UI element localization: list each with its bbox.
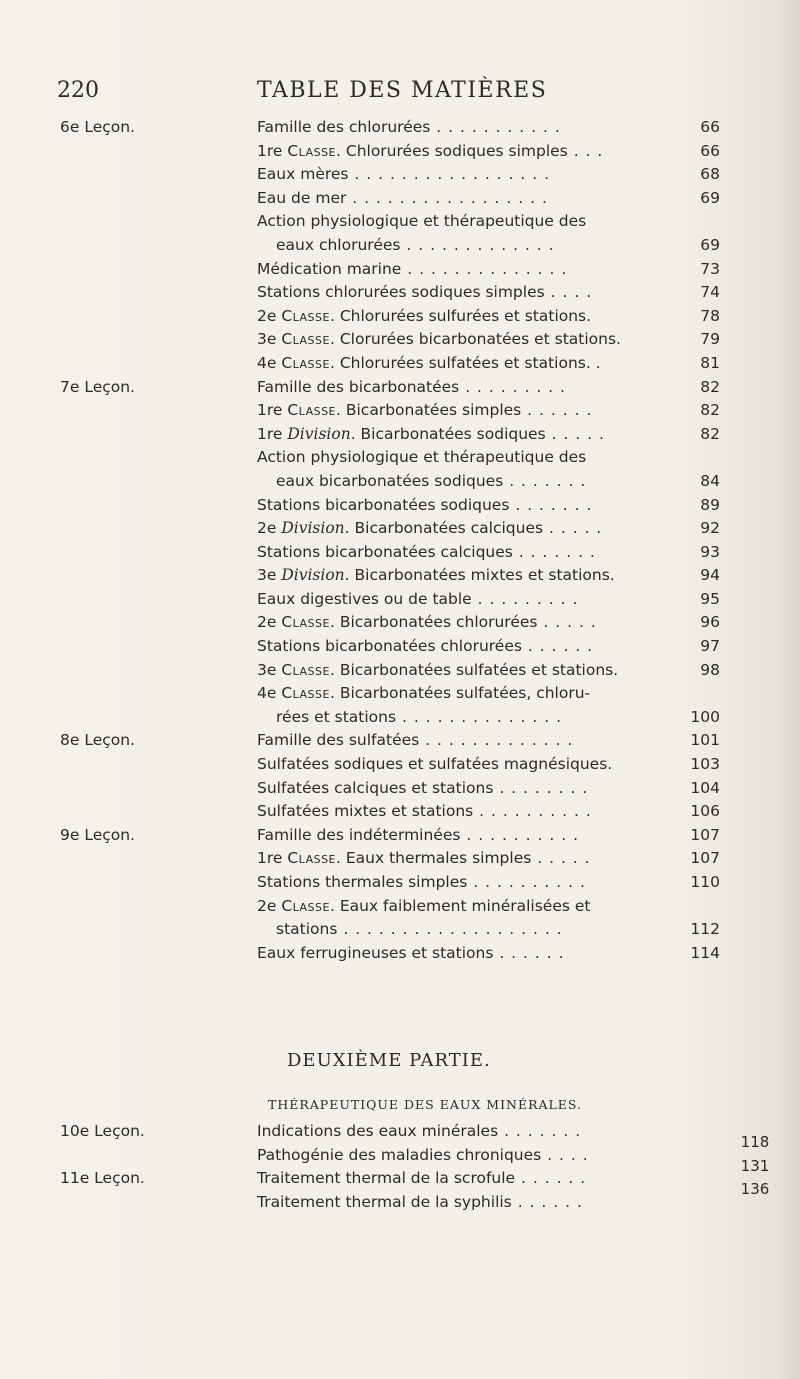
page-ref: 107 — [690, 849, 720, 868]
page-ref: 79 — [700, 330, 720, 349]
entry-text: . Bicarbonatées sodiques — [350, 424, 546, 443]
toc-row — [0, 777, 800, 801]
entry-text: 2e — [257, 896, 282, 915]
entry-text: eaux chlorurées — [276, 235, 401, 254]
entry-text: 3e — [257, 566, 282, 585]
entry-text: 2e — [257, 519, 282, 538]
entry-text: . Bicarbonatées sulfatées, chloru- — [329, 684, 591, 703]
page-ref: 131 — [740, 1156, 770, 1175]
dot-leader: . . . . . . . — [509, 495, 593, 514]
page-ref: 94 — [700, 566, 720, 585]
page-ref: 136 — [740, 1180, 770, 1199]
dot-leader: . . . . . . — [521, 401, 593, 420]
toc-row — [0, 1144, 800, 1175]
entry-classe: Classe — [281, 330, 330, 349]
entry-text: Sulfatées mixtes et stations — [257, 802, 474, 821]
entry-text: Stations bicarbonatées calciques — [257, 542, 513, 561]
part-subtitle: THÉRAPEUTIQUE DES EAUX MINÉRALES. — [268, 1097, 583, 1112]
toc-entry — [257, 1191, 682, 1215]
entry-text: . Chlorurées sodiques simples — [336, 141, 568, 160]
entry-text: 1re — [257, 141, 288, 160]
page-ref: 84 — [700, 471, 720, 490]
page-ref: 114 — [690, 943, 720, 962]
toc-row — [0, 210, 800, 234]
lesson-label: 9e Leçon. — [60, 825, 135, 844]
toc-row — [0, 163, 800, 187]
dot-leader: . . . . . . . . . . . . . . . . . — [348, 165, 551, 184]
toc-entry — [276, 234, 682, 258]
entry-text: Famille des sulfatées — [257, 731, 420, 750]
table-of-contents — [0, 116, 800, 965]
page-ref: 68 — [700, 165, 720, 184]
toc-entry — [257, 517, 682, 541]
part-two-entries — [0, 1120, 800, 1214]
entry-text: . Bicarbonatées calciques — [344, 519, 544, 538]
toc-entry — [257, 163, 682, 187]
page-ref: 103 — [690, 755, 720, 774]
toc-entry — [257, 305, 682, 329]
dot-leader: . . . . — [544, 283, 593, 302]
dot-leader: . . . . . . — [511, 1192, 583, 1211]
page-ref: 95 — [700, 589, 720, 608]
toc-entry — [257, 1120, 682, 1144]
dot-leader: . . . . . . . . — [493, 778, 589, 797]
dot-leader: . . . . — [541, 1145, 589, 1164]
entry-classe: Classe — [281, 353, 330, 372]
entry-text: Stations chlorurées sodiques simples — [257, 283, 545, 302]
entry-text: Traitement thermal de la syphilis — [257, 1192, 512, 1211]
toc-row — [0, 635, 800, 659]
page-ref: 66 — [700, 118, 720, 136]
entry-text: Eaux mères — [257, 165, 349, 184]
entry-text: 3e — [257, 660, 282, 679]
toc-row — [0, 376, 800, 400]
page-ref: 74 — [700, 283, 720, 302]
entry-text: 1re — [257, 849, 288, 868]
entry-classe: Classe — [287, 849, 337, 868]
dot-leader: . . . . . . . . . — [471, 589, 579, 608]
dot-leader: . . . . . — [543, 519, 603, 538]
entry-text: Famille des indéterminées — [257, 825, 461, 844]
toc-row — [0, 729, 800, 753]
dot-leader: . . . . . . . . . . . . . . . . . . . — [337, 920, 563, 939]
toc-entry — [257, 399, 682, 423]
page-ref: 112 — [690, 920, 720, 939]
dot-leader: . . . . . . — [521, 637, 594, 656]
entry-division: Division — [287, 424, 351, 443]
toc-row — [0, 942, 800, 966]
part-title: DEUXIÈME PARTIE. — [287, 1050, 491, 1071]
dot-leader: . . . . . — [545, 424, 605, 443]
entry-text: eaux bicarbonatées sodiques — [276, 471, 504, 490]
entry-text: . Bicarbonatées mixtes et stations. — [344, 566, 615, 585]
entry-text: Eau de mer — [257, 188, 347, 207]
page-ref: 104 — [690, 778, 720, 797]
toc-row — [0, 1120, 800, 1151]
entry-text: . Bicarbonatées chlorurées — [329, 613, 538, 632]
page-ref: 98 — [700, 660, 720, 679]
page-ref: 106 — [690, 802, 720, 821]
toc-row — [0, 682, 800, 706]
toc-entry — [257, 777, 682, 801]
toc-row — [0, 659, 800, 683]
dot-leader: . . . . . . . — [503, 471, 587, 490]
toc-entry — [257, 824, 682, 848]
toc-row — [0, 847, 800, 871]
toc-entry — [257, 140, 682, 164]
entry-text: 2e — [257, 306, 282, 325]
dot-leader: . . . . . . — [515, 1169, 587, 1188]
toc-entry — [257, 1144, 682, 1168]
page-ref: 96 — [700, 613, 720, 632]
toc-entry — [257, 446, 682, 470]
toc-row — [0, 305, 800, 329]
entry-text: Action physiologique et thérapeutique des — [257, 212, 587, 231]
toc-entry — [257, 753, 682, 777]
toc-entry — [257, 116, 682, 140]
entry-text: stations — [276, 920, 338, 939]
entry-text: 1re — [257, 424, 288, 443]
dot-leader: . . . . . — [537, 613, 597, 632]
toc-entry — [257, 895, 682, 919]
toc-row — [0, 895, 800, 919]
entry-classe: Classe — [281, 660, 330, 679]
entry-classe: Classe — [287, 401, 337, 420]
toc-entry — [257, 871, 682, 895]
page-ref: 81 — [700, 353, 720, 372]
toc-row — [0, 470, 800, 494]
dot-leader: . . . . . . . . . . . . . . . . . — [346, 188, 548, 207]
toc-row — [0, 1191, 800, 1215]
dot-leader: . . . . . . . . . . . — [430, 118, 561, 136]
toc-row — [0, 918, 800, 942]
lesson-label: 8e Leçon. — [60, 731, 135, 750]
entry-text: . Chlorurées sulfurées et stations. — [329, 306, 592, 325]
toc-entry — [257, 258, 682, 282]
toc-entry — [257, 187, 682, 211]
page-ref: 82 — [700, 377, 720, 396]
toc-entry — [276, 470, 682, 494]
page-ref: 118 — [740, 1133, 770, 1151]
toc-row — [0, 824, 800, 848]
entry-text: Sulfatées calciques et stations — [257, 778, 494, 797]
toc-row — [0, 494, 800, 518]
toc-entry — [257, 541, 682, 565]
toc-row — [0, 564, 800, 588]
dot-leader: . . . . . . . . . . . . . . — [396, 707, 563, 726]
toc-entry — [257, 847, 682, 871]
toc-row — [0, 281, 800, 305]
entry-text: Eaux ferrugineuses et stations — [257, 943, 494, 962]
dot-leader: . . . . . . . — [498, 1122, 582, 1140]
toc-entry — [257, 682, 682, 706]
page-ref: 82 — [700, 401, 720, 420]
entry-classe: Classe — [281, 684, 330, 703]
toc-row — [0, 753, 800, 777]
toc-entry — [257, 494, 682, 518]
toc-entry — [276, 918, 682, 942]
page-ref: 101 — [690, 731, 720, 750]
lesson-label: 7e Leçon. — [60, 377, 135, 396]
page-ref: 66 — [700, 141, 720, 160]
toc-entry — [257, 352, 682, 376]
page-ref: 69 — [700, 235, 720, 254]
entry-text: Traitement thermal de la scrofule — [257, 1169, 516, 1188]
page-ref: 82 — [700, 424, 720, 443]
dot-leader: . . . . . . — [493, 943, 565, 962]
dot-leader: . . . . . . . . . . . . . — [419, 731, 574, 750]
toc-row — [0, 611, 800, 635]
entry-classe: Classe — [281, 306, 330, 325]
toc-entry — [257, 659, 682, 683]
entry-text: . Chlorurées sulfatées et stations. . — [329, 353, 601, 372]
toc-entry — [257, 611, 682, 635]
entry-text: Eaux digestives ou de table — [257, 589, 472, 608]
dot-leader: . . . . . . . . . . — [473, 802, 592, 821]
running-title: TABLE DES MATIÈRES — [257, 78, 548, 103]
toc-row — [0, 517, 800, 541]
dot-leader: . . . . . . . . . . — [460, 825, 579, 844]
toc-row — [0, 352, 800, 376]
toc-row — [0, 871, 800, 895]
page-ref: 92 — [700, 519, 720, 538]
entry-text: Stations bicarbonatées chlorurées — [257, 637, 522, 656]
page-header — [57, 78, 757, 110]
toc-entry — [257, 942, 682, 966]
toc-row — [0, 423, 800, 447]
page-ref: 97 — [700, 637, 720, 656]
toc-entry — [257, 423, 682, 447]
toc-entry — [257, 729, 682, 753]
entry-text: Sulfatées sodiques et sulfatées magnésiques. — [257, 755, 613, 774]
entry-classe: Classe — [281, 613, 330, 632]
toc-row — [0, 1167, 800, 1199]
page-ref: 93 — [700, 542, 720, 561]
entry-text: 1re — [257, 401, 288, 420]
page-ref: 69 — [700, 188, 720, 207]
page-ref: 107 — [690, 825, 720, 844]
page-ref: 78 — [700, 306, 720, 325]
entry-text: . Bicarbonatées sulfatées et stations. — [329, 660, 619, 679]
entry-classe: Classe — [281, 896, 330, 915]
toc-entry — [257, 210, 682, 234]
toc-row — [0, 399, 800, 423]
toc-row — [0, 116, 800, 140]
dot-leader: . . . . . . . . . — [459, 377, 566, 396]
toc-row — [0, 800, 800, 824]
toc-entry — [257, 376, 682, 400]
entry-text: Stations bicarbonatées sodiques — [257, 495, 510, 514]
toc-row — [0, 446, 800, 470]
toc-entry — [257, 564, 682, 588]
toc-row — [0, 706, 800, 730]
dot-leader: . . . . . . . — [512, 542, 596, 561]
dot-leader: . . . . . — [531, 849, 591, 868]
toc-entry — [257, 800, 682, 824]
entry-text: Stations thermales simples — [257, 873, 468, 891]
entry-text: 4e — [257, 684, 282, 703]
entry-division: Division — [281, 519, 345, 538]
toc-row — [0, 187, 800, 211]
toc-row — [0, 328, 800, 352]
entry-text: . Eaux thermales simples — [336, 849, 532, 868]
toc-row — [0, 140, 800, 164]
lesson-label: 10e Leçon. — [60, 1122, 145, 1140]
entry-text: Action physiologique et thérapeutique des — [257, 448, 587, 467]
toc-entry — [276, 706, 682, 730]
dot-leader: . . . — [567, 141, 604, 160]
page-ref: 89 — [700, 495, 720, 514]
entry-text: 2e — [257, 613, 282, 632]
entry-text: 3e — [257, 330, 282, 349]
entry-text: Indications des eaux minérales — [257, 1122, 499, 1140]
toc-row — [0, 258, 800, 282]
toc-entry — [257, 281, 682, 305]
lesson-label: 6e Leçon. — [60, 118, 135, 136]
dot-leader: . . . . . . . . . . . . . . — [401, 259, 568, 278]
toc-entry — [257, 635, 682, 659]
dot-leader: . . . . . . . . . . . . . — [400, 235, 555, 254]
entry-text: . Clorurées bicarbonatées et stations. — [329, 330, 621, 349]
entry-text: 4e — [257, 353, 282, 372]
entry-text: Famille des bicarbonatées — [257, 377, 460, 396]
entry-text: . Bicarbonatées simples — [336, 401, 522, 420]
entry-text: rées et stations — [276, 707, 397, 726]
toc-entry — [257, 328, 682, 352]
page-ref: 100 — [690, 707, 720, 726]
page-number: 220 — [57, 78, 99, 103]
entry-text: . Eaux faiblement minéralisées et — [329, 896, 591, 915]
dot-leader: . . . . . . . . . . — [467, 873, 586, 891]
entry-classe: Classe — [287, 141, 337, 160]
toc-entry — [257, 588, 682, 612]
toc-row — [0, 588, 800, 612]
entry-text: Pathogénie des maladies chroniques — [257, 1145, 542, 1164]
entry-text: Famille des chlorurées — [257, 118, 431, 136]
toc-row — [0, 541, 800, 565]
page-ref: 110 — [690, 873, 720, 891]
entry-text: Médication marine — [257, 259, 402, 278]
entry-division: Division — [281, 566, 345, 585]
lesson-label: 11e Leçon. — [60, 1169, 145, 1188]
page-ref: 73 — [700, 259, 720, 278]
toc-entry — [257, 1167, 682, 1191]
toc-row — [0, 234, 800, 258]
